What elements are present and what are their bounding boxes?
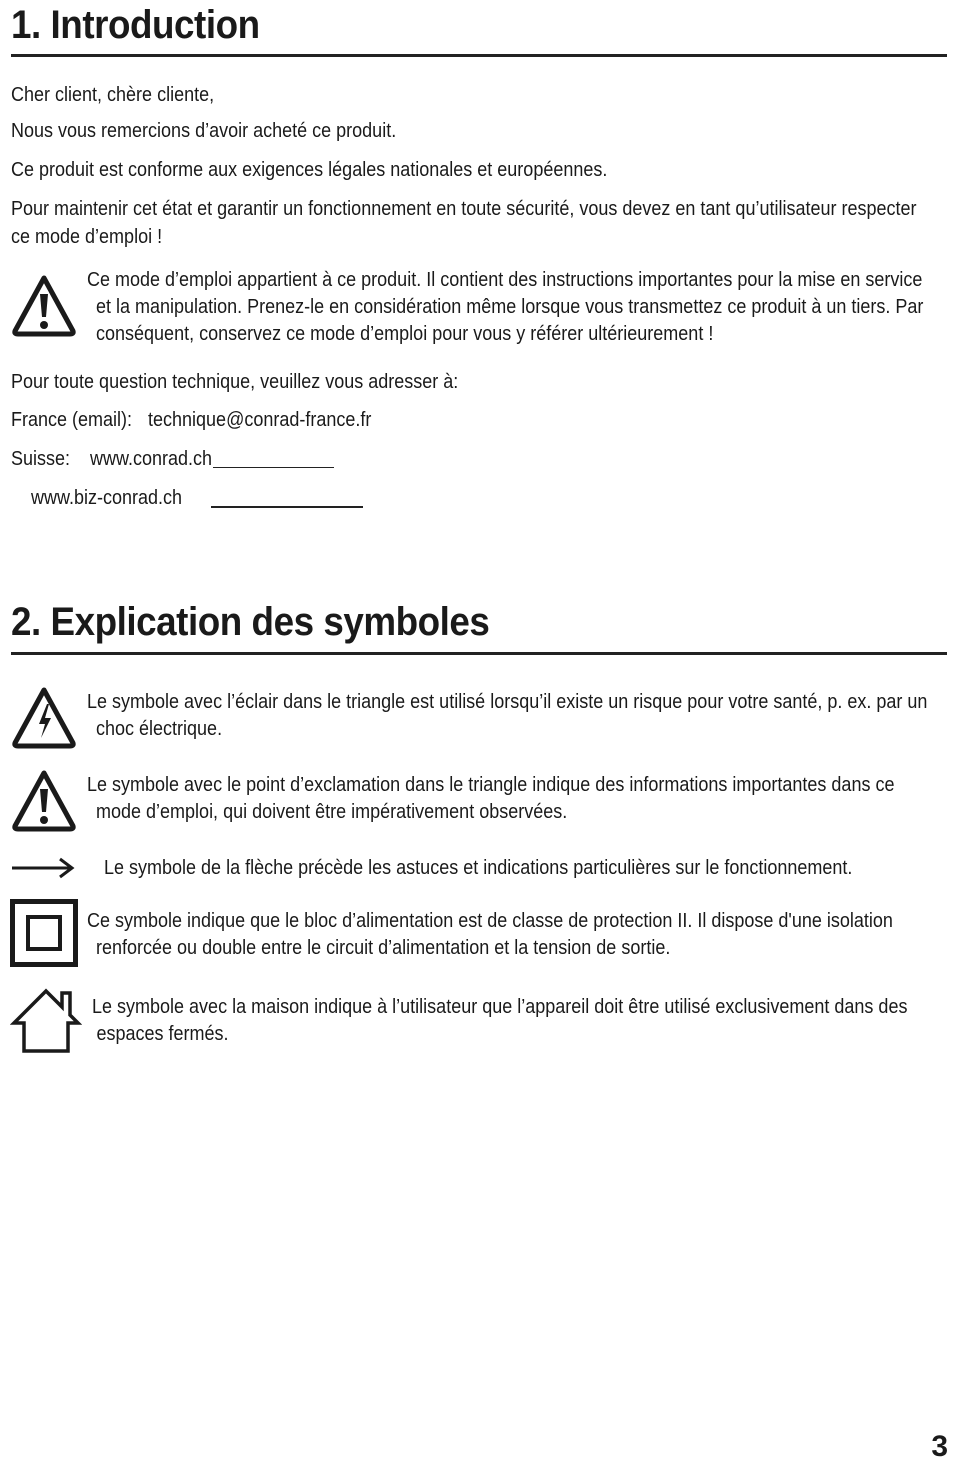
suisse-blank-line — [213, 467, 334, 468]
warning-line-1: Ce mode d’emploi appartient à ce produit. Il contient des instructions importantes pour la mise en service — [87, 269, 923, 291]
section-1-rule — [11, 54, 947, 57]
symbol-lightning-line-2: choc électrique. — [96, 718, 223, 740]
lightning-triangle-icon — [10, 684, 78, 750]
thanks-text: Nous vous remercions d’avoir acheté ce produit. — [11, 120, 397, 142]
section-2-title: 2. Explication des symboles — [11, 600, 490, 644]
conformity-text: Ce produit est conforme aux exigences légales nationales et européennes. — [11, 159, 608, 181]
warning-line-3: conséquent, conservez ce mode d’emploi pour vous y référer ultérieurement ! — [96, 323, 714, 345]
symbol-class-ii-text — [87, 908, 893, 962]
symbol-lightning-text — [87, 689, 927, 743]
arrow-right-icon — [10, 856, 76, 880]
house-icon — [10, 987, 82, 1055]
suisse-label: Suisse: — [11, 448, 71, 470]
symbol-class-ii-line-2: renforcée ou double entre le circuit d’alimentation et la tension de sortie. — [96, 937, 671, 959]
symbol-exclamation-text — [87, 772, 894, 826]
question-text: Pour toute question technique, veuillez vous adresser à: — [11, 371, 459, 393]
symbol-arrow-text — [104, 855, 852, 882]
symbol-exclamation-line-2: mode d’emploi, qui doivent être impérativement observées. — [96, 801, 568, 823]
symbol-house-line-1: Le symbole avec la maison indique à l’utilisateur que l’appareil doit être utilisé exclusivement dans des — [92, 996, 908, 1018]
france-email: technique@conrad-france.fr — [148, 409, 372, 431]
page-number: 3 — [931, 1430, 948, 1463]
section-1-title: 1. Introduction — [11, 3, 260, 47]
warning-paragraph — [87, 267, 923, 348]
france-label: France (email): — [11, 409, 133, 431]
biz-blank-line — [211, 506, 363, 508]
exclamation-triangle-icon — [10, 272, 78, 338]
double-square-class-ii-icon — [10, 899, 78, 967]
maintain-text-line-1: Pour maintenir cet état et garantir un fonctionnement en toute sécurité, vous devez en tant qu’utilisateur respecter — [11, 198, 917, 220]
exclamation-triangle-icon — [10, 767, 78, 833]
greeting-text: Cher client, chère cliente, — [11, 84, 215, 106]
section-2-rule — [11, 652, 947, 655]
symbol-house-line-2: espaces fermés. — [96, 1023, 229, 1045]
maintain-text-line-2: ce mode d’emploi ! — [11, 226, 163, 248]
symbol-lightning-line-1: Le symbole avec l’éclair dans le triangle est utilisé lorsqu’il existe un risque pour votre santé, p. ex. par un — [87, 691, 928, 713]
symbol-arrow-line-1: Le symbole de la flèche précède les astuces et indications particulières sur le fonctionnement. — [104, 857, 853, 879]
symbol-house-text — [92, 994, 907, 1048]
warning-line-2: et la manipulation. Prenez-le en considération même lorsque vous transmettez ce produit à un tiers. Par — [96, 296, 924, 318]
symbol-class-ii-line-1: Ce symbole indique que le bloc d’alimentation est de classe de protection II. Il dispose d'une isolation — [87, 910, 893, 932]
suisse-website: www.conrad.ch — [90, 448, 213, 470]
suisse-website-biz: www.biz-conrad.ch — [31, 487, 183, 509]
symbol-exclamation-line-1: Le symbole avec le point d’exclamation dans le triangle indique des informations importantes dans ce — [87, 774, 895, 796]
